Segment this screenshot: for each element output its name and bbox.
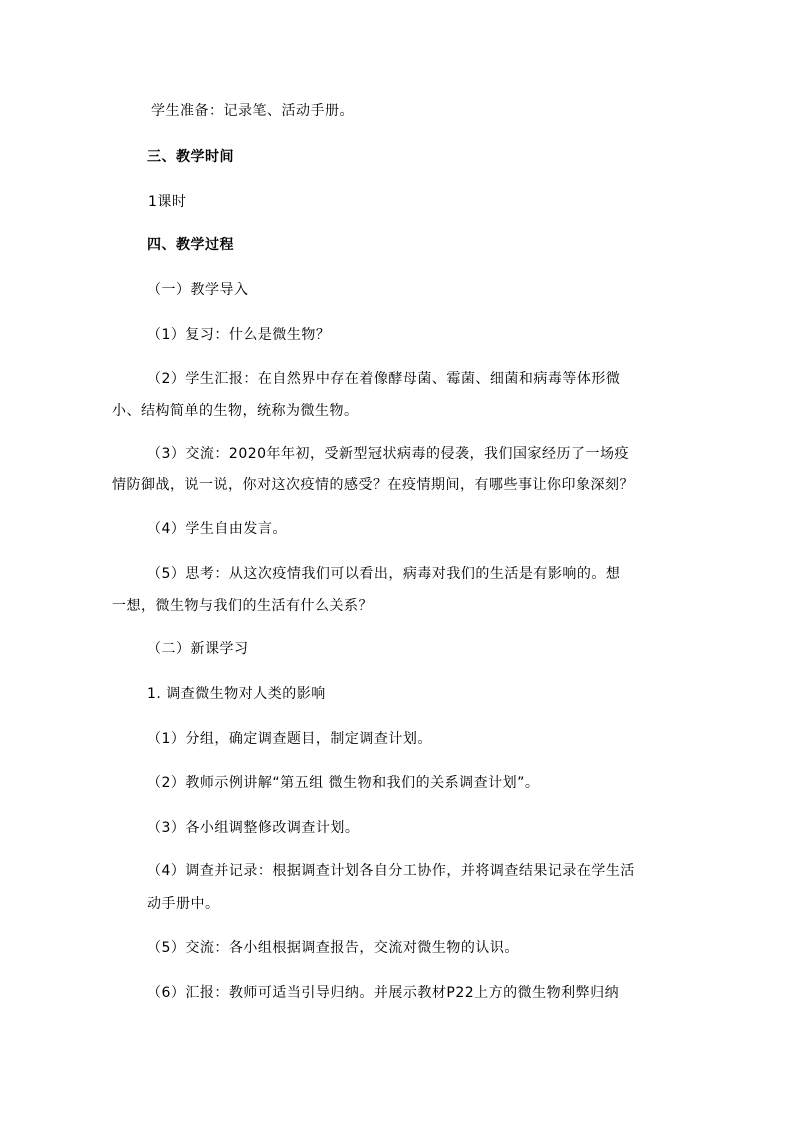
paragraph-line: （5）思考：从这次疫情我们可以看出，病毒对我们的生活是有影响的。想 (147, 566, 621, 582)
paragraph-line: （4）调查并记录：根据调查计划各自分工协作，并将调查结果记录在学生活 (147, 863, 635, 879)
subsection-heading: （二）新课学习 (147, 641, 249, 657)
section-heading: 三、教学时间 (147, 149, 234, 165)
paragraph-line: （5）交流：各小组根据调查报告，交流对微生物的认识。 (147, 940, 519, 956)
section-heading: 四、教学过程 (147, 237, 234, 253)
subsection-heading: （一）教学导入 (147, 282, 249, 298)
paragraph-line: 学生准备：记录笔、活动手册。 (151, 103, 354, 119)
paragraph-line: （2）教师示例讲解“第五组 微生物和我们的关系调查计划”。 (147, 775, 540, 791)
paragraph-line: 一想，微生物与我们的生活有什么关系？ (112, 598, 373, 614)
paragraph-line: （4）学生自由发言。 (147, 521, 287, 537)
paragraph-line: （6）汇报：教师可适当引导归纳。并展示教材P22上方的微生物利弊归纳 (147, 985, 620, 1001)
paragraph-line: （1）分组，确定调查题目，制定调查计划。 (147, 731, 432, 747)
paragraph-line: （3）各小组调整修改调查计划。 (147, 820, 360, 836)
paragraph-line: （1）复习：什么是微生物？ (147, 327, 331, 343)
paragraph-line: 情防御战，说一说，你对这次疫情的感受？在疫情期间，有哪些事让你印象深刻？ (112, 477, 634, 493)
paragraph-line: （3）交流：2020年年初，受新型冠状病毒的侵袭，我们国家经历了一场疫 (147, 446, 630, 462)
paragraph-line: 小、结构简单的生物，统称为微生物。 (112, 403, 359, 419)
paragraph-line: （2）学生汇报：在自然界中存在着像酵母菌、霉菌、细菌和病毒等体形微 (147, 371, 621, 387)
paragraph-line: 动手册中。 (147, 896, 220, 912)
paragraph-line: 1. 调查微生物对人类的影响 (147, 686, 326, 702)
paragraph-line: 1课时 (148, 194, 187, 210)
